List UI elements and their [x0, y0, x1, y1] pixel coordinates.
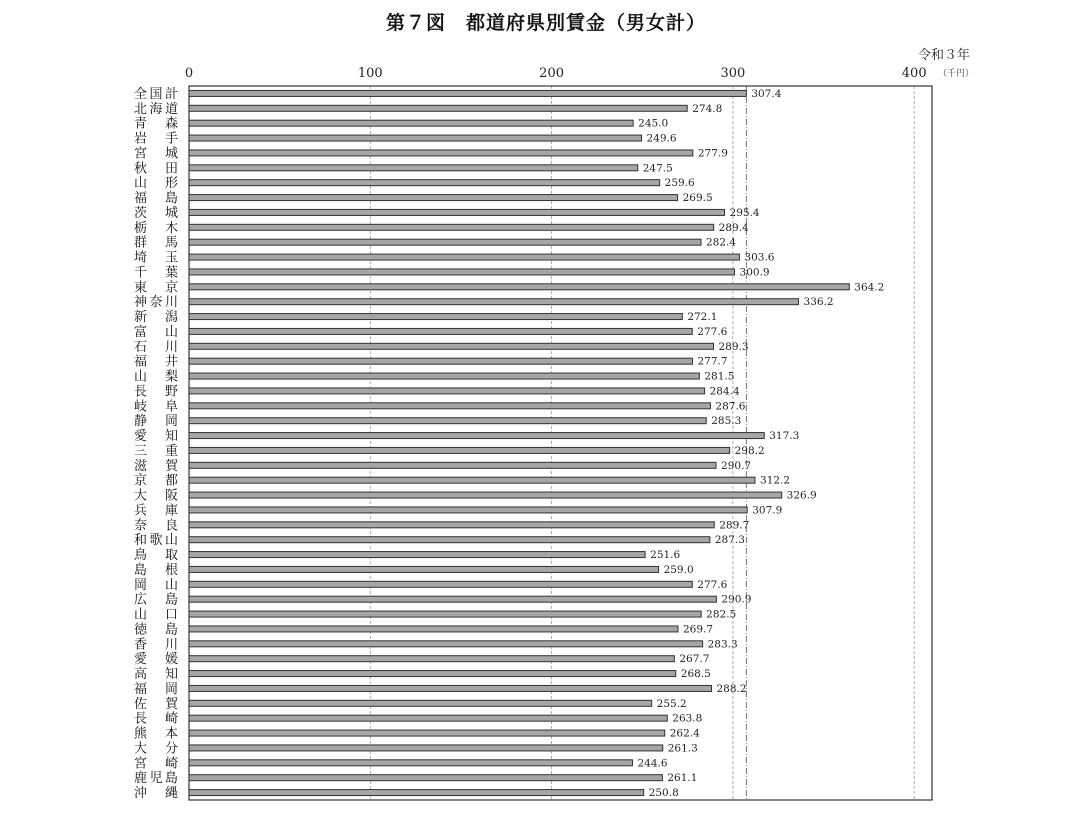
value-label: 272.1: [687, 311, 718, 324]
category-label: 高 知: [134, 667, 178, 683]
value-label: 288.2: [716, 682, 747, 695]
category-label: 栃 木: [134, 220, 178, 236]
value-label: 281.5: [704, 370, 735, 383]
bar: [189, 90, 746, 96]
category-label: 北海道: [134, 101, 178, 117]
value-label: 282.5: [706, 608, 737, 621]
category-label: 大 分: [134, 741, 178, 757]
category-label: 富 山: [134, 324, 178, 340]
value-label: 261.1: [667, 772, 698, 785]
category-label: 東 京: [134, 280, 178, 296]
x-tick-label: 0: [184, 66, 194, 81]
bar: [189, 373, 699, 379]
bar: [189, 730, 665, 736]
category-label: 岡 山: [134, 577, 178, 593]
category-label: 鳥 取: [134, 548, 178, 564]
bar: [189, 447, 730, 453]
value-label: 251.6: [650, 549, 681, 562]
bar: [189, 671, 676, 677]
value-label: 277.6: [697, 325, 728, 338]
bar: [189, 462, 716, 468]
bar: [189, 284, 849, 290]
category-label: 青 森: [134, 116, 178, 132]
value-label: 287.6: [715, 400, 746, 413]
value-label: 336.2: [803, 296, 834, 309]
category-label: 愛 知: [134, 429, 178, 445]
value-label: 259.0: [663, 563, 694, 576]
bar: [189, 343, 714, 349]
value-label: 290.9: [721, 593, 752, 606]
bar: [189, 507, 747, 513]
value-label: 269.7: [682, 623, 714, 636]
value-label: 289.3: [718, 340, 749, 353]
bar: [189, 790, 644, 796]
bar: [189, 492, 782, 498]
value-label: 326.9: [786, 489, 817, 502]
category-label: 群 馬: [134, 235, 178, 251]
value-label: 284.4: [709, 385, 740, 398]
value-label: 287.3: [714, 534, 745, 547]
value-label: 307.9: [752, 504, 783, 517]
value-label: 249.6: [646, 132, 677, 145]
category-label: 愛 媛: [134, 652, 178, 668]
category-label: 兵 庫: [134, 503, 178, 519]
era-label: 令和３年: [918, 48, 971, 63]
category-label: 福 島: [134, 191, 178, 207]
value-label: 269.5: [682, 192, 713, 205]
bar: [189, 656, 674, 662]
plot-area: [189, 86, 932, 800]
value-label: 268.5: [680, 668, 711, 681]
value-label: 312.2: [760, 474, 791, 487]
category-label: 京 都: [134, 473, 178, 489]
chart-title: 第７図 都道府県別賃金（男女計）: [385, 12, 706, 34]
bar: [189, 581, 692, 587]
category-label: 香 川: [134, 637, 178, 653]
category-label: 鹿児島: [134, 771, 178, 787]
category-label: 大 阪: [134, 488, 178, 504]
bar: [189, 388, 705, 394]
category-label: 埼 玉: [134, 250, 178, 266]
value-label: 364.2: [854, 281, 885, 294]
value-label: 277.6: [697, 578, 728, 591]
bar: [189, 299, 799, 305]
bar: [189, 195, 678, 201]
category-label: 島 根: [134, 562, 178, 578]
bar: [189, 328, 692, 334]
value-label: 307.4: [751, 87, 782, 100]
bar: [189, 641, 703, 647]
category-label: 徳 島: [134, 622, 178, 638]
bar: [189, 700, 652, 706]
category-label: 長 野: [134, 384, 178, 400]
category-label: 沖 縄: [134, 786, 178, 802]
x-tick-label: 200: [539, 66, 565, 81]
value-label: 245.0: [638, 117, 669, 130]
bar: [189, 105, 687, 111]
bar: [189, 522, 714, 528]
x-tick-label: 400: [901, 66, 927, 81]
value-label: 247.5: [642, 162, 673, 175]
bar: [189, 745, 663, 751]
category-label: 静 岡: [134, 414, 178, 430]
bar: [189, 135, 642, 141]
bar: [189, 358, 692, 364]
category-label: 山 形: [134, 176, 178, 192]
category-label: 和歌山: [134, 533, 178, 549]
category-label: 石 川: [134, 339, 178, 355]
bar: [189, 611, 701, 617]
value-label: 289.4: [718, 221, 749, 234]
category-label: 秋 田: [134, 161, 178, 177]
bar: [189, 314, 682, 320]
bar: [189, 477, 755, 483]
bar: [189, 239, 701, 245]
bar: [189, 224, 714, 230]
category-label: 熊 本: [134, 726, 178, 742]
value-label: 259.6: [664, 177, 695, 190]
category-label: 奈 良: [134, 518, 178, 534]
value-label: 250.8: [648, 787, 679, 800]
value-label: 262.4: [669, 727, 700, 740]
bar: [189, 715, 667, 721]
category-label: 広 島: [134, 592, 178, 608]
category-label: 新 潟: [134, 310, 178, 326]
value-label: 295.4: [729, 206, 760, 219]
category-label: 岐 阜: [134, 399, 178, 415]
bar: [189, 775, 662, 781]
bar: [189, 150, 693, 156]
bar: [189, 552, 645, 558]
category-label: 三 重: [134, 443, 178, 459]
bar: [189, 626, 678, 632]
value-label: 267.7: [679, 653, 710, 666]
value-label: 289.7: [719, 519, 750, 532]
category-label: 神奈川: [134, 295, 178, 311]
bar: [189, 596, 716, 602]
value-label: 255.2: [656, 697, 687, 710]
bar: [189, 685, 712, 691]
bar: [189, 418, 706, 424]
bar: [189, 165, 638, 171]
category-label: 千 葉: [134, 265, 178, 281]
bar: [189, 269, 735, 275]
category-label: 宮 城: [134, 146, 178, 162]
unit-label: （千円）: [938, 69, 975, 79]
bar: [189, 209, 725, 215]
category-label: 茨 城: [134, 205, 178, 221]
category-label: 山 梨: [134, 369, 178, 385]
category-label: 山 口: [134, 607, 178, 623]
bar: [189, 760, 632, 766]
category-label: 福 井: [134, 354, 178, 370]
category-label: 岩 手: [134, 131, 178, 147]
bar: [189, 433, 764, 439]
value-label: 277.9: [697, 147, 728, 160]
value-label: 283.3: [707, 638, 738, 651]
value-label: 290.7: [721, 459, 752, 472]
x-tick-label: 300: [720, 66, 746, 81]
bar: [189, 566, 659, 572]
category-label: 福 岡: [134, 681, 178, 697]
value-label: 277.7: [697, 355, 728, 368]
category-label: 全国計: [134, 86, 178, 102]
value-label: 263.8: [672, 712, 703, 725]
category-label: 宮 崎: [134, 756, 178, 772]
value-label: 303.6: [744, 251, 775, 264]
value-label: 282.4: [705, 236, 737, 249]
bar: [189, 120, 633, 126]
category-label: 滋 賀: [134, 458, 178, 474]
value-label: 285.3: [711, 415, 742, 428]
value-label: 274.8: [692, 102, 723, 115]
value-label: 300.9: [739, 266, 770, 279]
bar: [189, 254, 739, 260]
value-label: 244.6: [637, 757, 668, 770]
bar: [189, 403, 710, 409]
value-label: 317.3: [769, 430, 800, 443]
x-tick-label: 100: [357, 66, 383, 81]
category-label: 長 崎: [134, 711, 178, 727]
bar: [189, 537, 710, 543]
value-label: 298.2: [734, 444, 765, 457]
value-label: 261.3: [667, 742, 698, 755]
bar: [189, 180, 660, 186]
category-label: 佐 賀: [134, 696, 178, 712]
